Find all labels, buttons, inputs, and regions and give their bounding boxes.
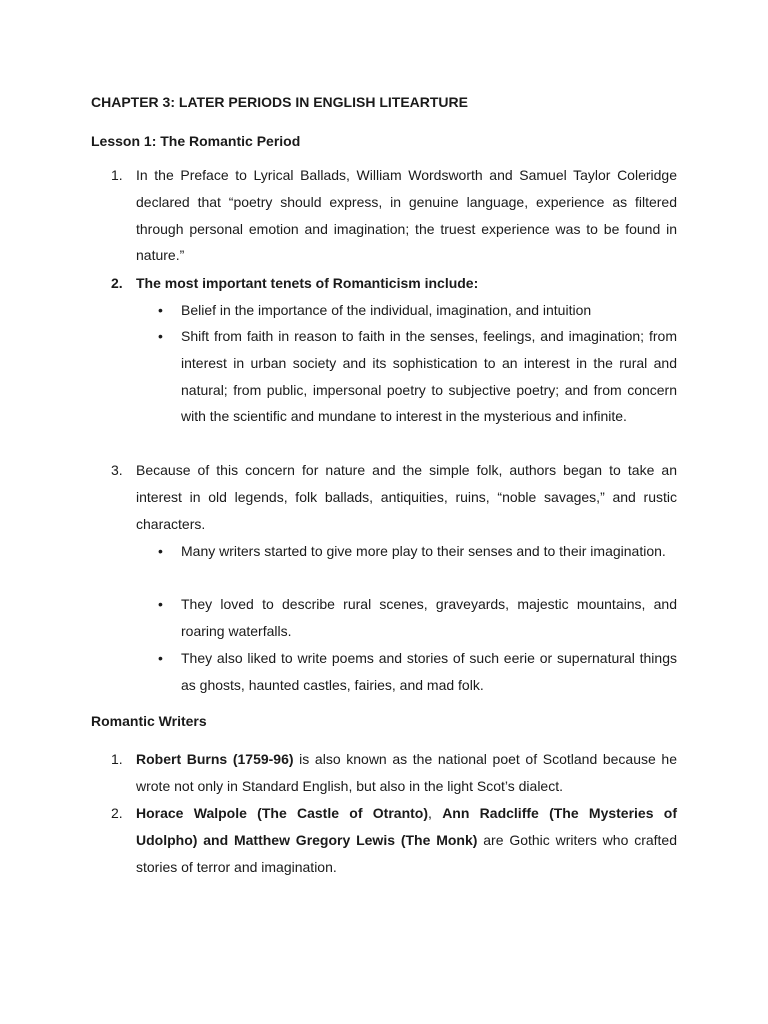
list-item-number: 2. [111, 275, 123, 291]
bullet-item [91, 538, 677, 565]
chapter-title: CHAPTER 3: LATER PERIODS IN ENGLISH LITEARTURE [91, 94, 468, 110]
writer-separator: , [428, 805, 443, 821]
bullet-icon: • [158, 650, 163, 666]
writer-name: Robert Burns (1759-96) [136, 751, 294, 767]
bullet-text: They loved to describe rural scenes, graveyards, majestic mountains, and roaring waterfalls. [181, 596, 677, 639]
bullet-icon: • [158, 328, 163, 344]
list-item-text: Because of this concern for nature and the simple folk, authors began to take an interest in old legends, folk ballads, antiquities, ruins, “noble savages,” and rustic characters. [136, 462, 677, 532]
bullet-icon: • [158, 543, 163, 559]
list-item-text: In the Preface to Lyrical Ballads, William Wordsworth and Samuel Taylor Coleridge declared that “poetry should express, in genuine language, experience as filtered through personal emotion and imagination; the truest experience was to be found in nature.” [136, 167, 677, 264]
bullet-icon: • [158, 302, 163, 318]
writer-name: Ann Radcliffe (The Mysteries of Udolpho) and Matthew Gregory Lewis (The Monk) [136, 805, 677, 848]
writer-description: are Gothic writers who crafted stories of terror and imagination. [136, 831, 677, 875]
bullet-item [91, 645, 677, 699]
list-item [91, 800, 677, 880]
list-item-number: 3. [111, 462, 123, 478]
section-heading: Romantic Writers [91, 713, 207, 729]
list-item [91, 270, 677, 297]
writer-name: Horace Walpole (The Castle of Otranto) [136, 805, 429, 821]
bullet-text: Many writers started to give more play to their senses and to their imagination. [181, 543, 666, 559]
bullet-text: Shift from faith in reason to faith in the senses, feelings, and imagination; from interest in urban society and its sophistication to an interest in the rural and natural; from public, impersonal poetry to subjective poetry; and from concern with the scientific and mundane to interest in the mysterious and infinite. [181, 328, 677, 425]
bullet-item [91, 323, 677, 430]
list-item [91, 746, 677, 800]
list-item-text [136, 746, 677, 800]
bullet-text: Belief in the importance of the individual, imagination, and intuition [181, 302, 592, 318]
bullet-item [91, 297, 677, 324]
list-item [91, 457, 677, 537]
list-item-number: 2. [111, 805, 123, 821]
bullet-item [91, 591, 677, 645]
lesson-title: Lesson 1: The Romantic Period [91, 133, 301, 149]
list-item-number: 1. [111, 167, 123, 183]
list-item-text [136, 800, 677, 880]
writer-description: is also known as the national poet of Scotland because he wrote not only in Standard English, but also in the light Scot’s dialect. [136, 751, 678, 794]
list-item-text: The most important tenets of Romanticism include: [136, 275, 479, 291]
bullet-icon: • [158, 596, 163, 612]
bullet-text: They also liked to write poems and stories of such eerie or supernatural things as ghosts, haunted castles, fairies, and mad folk. [181, 650, 677, 693]
list-item-number: 1. [111, 751, 123, 767]
list-item [91, 162, 677, 269]
